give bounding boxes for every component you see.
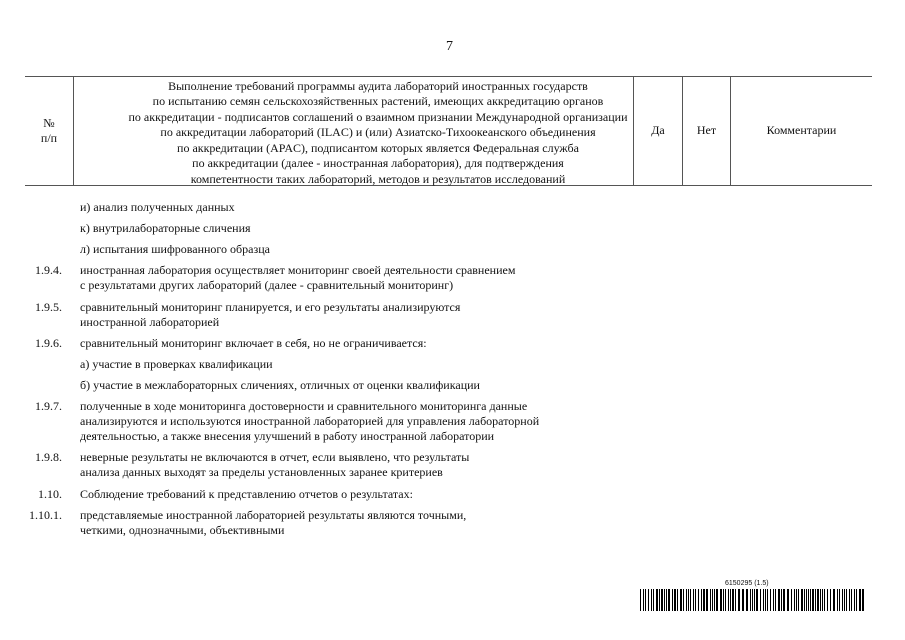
header-title-column: Выполнение требований программы аудита лабораторий иностранных государств по испытанию семян сельскохозяйственных растений, имеющих аккредитацию органов по аккредитации - подписантов соглашений о взаимном признании Международной организации по аккредитации лабораторий (ILAC) и (или) Азиатско-Тихоокеанского объединения по аккредитации (APAC), подписантом которых является Федеральная служба по аккредитации (далее - иностранная лаборатория), для подтверждения компетентности таких лабораторий, методов и результатов исследований	[128, 78, 628, 186]
item-text: а) участие в проверках квалификации	[80, 357, 273, 371]
item-text: сравнительный мониторинг планируется, и его результаты анализируются иностранной лабораторией	[80, 300, 461, 330]
item-number: 1.9.4.	[35, 263, 62, 277]
item-text: л) испытания шифрованного образца	[80, 242, 270, 256]
item-number: 1.9.6.	[35, 336, 62, 350]
header-number-column: № п/п	[40, 115, 58, 145]
item-text: представляемые иностранной лабораторией результаты являются точными, четкими, однозначными, объективными	[80, 508, 467, 538]
item-text: иностранная лаборатория осуществляет мониторинг своей деятельности сравнением с результатами других лабораторий (далее - сравнительный мониторинг)	[80, 263, 516, 293]
item-text: неверные результаты не включаются в отчет, если выявлено, что результаты анализа данных выходят за пределы установленных заранее критериев	[80, 450, 470, 480]
header-table	[25, 76, 872, 186]
item-text: сравнительный мониторинг включает в себя, но не ограничивается:	[80, 336, 427, 350]
barcode-icon	[640, 589, 868, 611]
header-yes-column: Да	[651, 123, 665, 138]
item-number: 1.9.8.	[35, 450, 62, 464]
item-number: 1.9.5.	[35, 300, 62, 314]
item-text: Соблюдение требований к представлению отчетов о результатах:	[80, 487, 413, 501]
item-number: 1.10.1.	[29, 508, 62, 522]
header-no-column: Нет	[696, 123, 717, 138]
page-number: 7	[446, 39, 453, 54]
item-text: б) участие в межлабораторных сличениях, отличных от оценки квалификации	[80, 378, 480, 392]
barcode-number: 6150295 (1.5)	[725, 580, 769, 587]
item-text: полученные в ходе мониторинга достоверности и сравнительного мониторинга данные анализируются и используются иностранной лабораторией для управления лабораторной деятельностью, а также внесения улучшений в работу иностранной лаборатории	[80, 399, 540, 444]
item-text: и) анализ полученных данных	[80, 200, 235, 214]
header-comments-column: Комментарии	[766, 123, 837, 138]
item-number: 1.10.	[38, 487, 62, 501]
item-number: 1.9.7.	[35, 399, 62, 413]
item-text: к) внутрилабораторные сличения	[80, 221, 251, 235]
